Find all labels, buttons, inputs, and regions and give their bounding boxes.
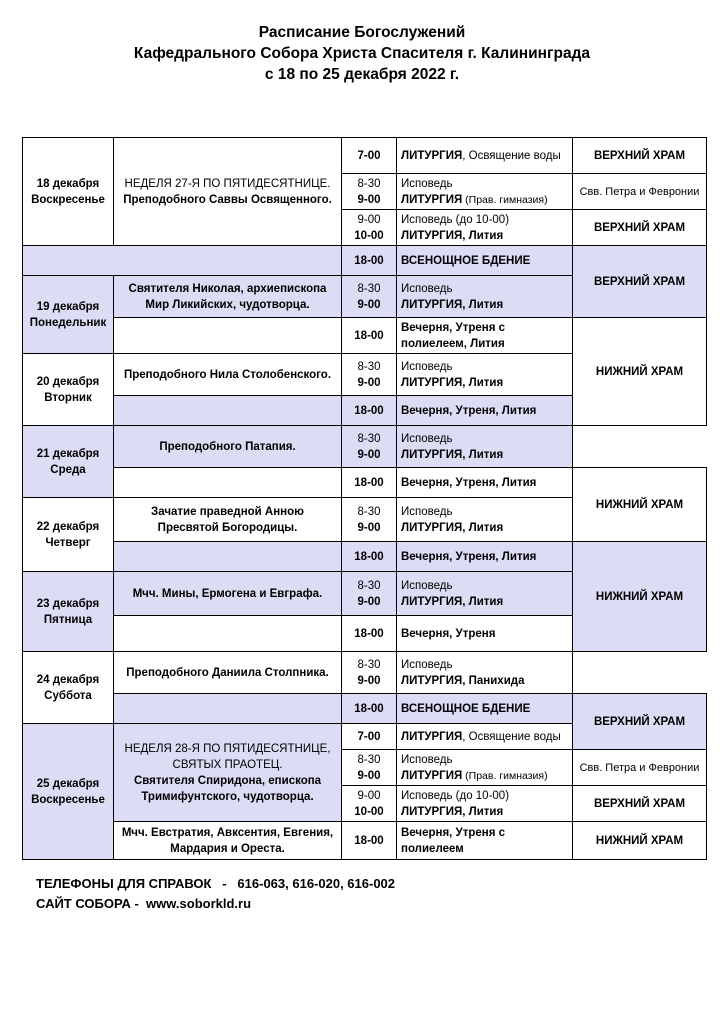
feast-cell: Мчч. Мины, Ермогена и Евграфа. (114, 572, 342, 616)
header-dates: с 18 по 25 декабря 2022 г. (264, 66, 460, 83)
day-cell: 20 декабря Вторник (23, 354, 114, 426)
service-cell: Вечерня, Утреня с полиелеем (397, 822, 573, 860)
time-cell: 18-00 (342, 396, 397, 426)
day-cell: 22 декабря Четверг (23, 498, 114, 572)
table-row (23, 822, 707, 860)
service-cell: Вечерня, Утреня, Лития (397, 468, 573, 498)
service-cell: Исповедь ЛИТУРГИЯ, Лития (397, 276, 573, 318)
time-cell: 8-30 9-00 (342, 750, 397, 786)
time-cell: 8-30 9-00 (342, 276, 397, 318)
schedule-table (22, 137, 707, 860)
service-cell: Вечерня, Утреня, Лития (397, 396, 573, 426)
day-cell: 24 декабря Суббота (23, 652, 114, 724)
footer-site: САЙТ СОБОРА - www.soborkld.ru (36, 896, 252, 911)
table-row (23, 426, 707, 468)
time-cell: 18-00 (342, 694, 397, 724)
table-row (23, 468, 707, 498)
feast-cell: Преподобного Нила Столобенского. (114, 354, 342, 396)
table-row (23, 246, 707, 276)
service-cell: Исповедь (до 10-00) ЛИТУРГИЯ, Лития (397, 210, 573, 246)
place-cell: ВЕРХНИЙ ХРАМ (573, 138, 707, 174)
service-cell: Вечерня, Утреня с полиелеем, Лития (397, 318, 573, 354)
day-cell: 19 декабря Понедельник (23, 276, 114, 354)
feast-cell: Мчч. Евстратия, Авксентия, Евгения, Мардария и Ореста. (114, 822, 342, 860)
place-cell: ВЕРХНИЙ ХРАМ (573, 694, 707, 750)
time-cell: 7-00 (342, 138, 397, 174)
place-cell: НИЖНИЙ ХРАМ (573, 468, 707, 542)
service-cell: Исповедь ЛИТУРГИЯ, Лития (397, 354, 573, 396)
place-cell: Свв. Петра и Февронии (573, 174, 707, 210)
time-cell: 18-00 (342, 616, 397, 652)
time-cell: 8-30 9-00 (342, 426, 397, 468)
service-cell: Исповедь ЛИТУРГИЯ, Панихида (397, 652, 573, 694)
time-cell: 8-30 9-00 (342, 354, 397, 396)
service-cell: ЛИТУРГИЯ, Освящение воды (397, 138, 573, 174)
feast-cell: Преподобного Патапия. (114, 426, 342, 468)
feast-cell: НЕДЕЛЯ 27-Я ПО ПЯТИДЕСЯТНИЦЕ. Преподобного Саввы Освященного. (114, 138, 342, 246)
time-cell: 18-00 (342, 822, 397, 860)
day-cell: 23 декабря Пятница (23, 572, 114, 652)
service-cell: Исповедь ЛИТУРГИЯ (Прав. гимназия) (397, 174, 573, 210)
service-cell: Исповедь ЛИТУРГИЯ (Прав. гимназия) (397, 750, 573, 786)
blank-cell (114, 468, 342, 498)
blank-cell (114, 318, 342, 354)
place-cell: НИЖНИЙ ХРАМ (573, 318, 707, 426)
table-row (23, 318, 707, 354)
table-row (23, 138, 707, 174)
time-cell: 18-00 (342, 468, 397, 498)
service-cell: Вечерня, Утреня, Лития (397, 542, 573, 572)
place-cell: ВЕРХНИЙ ХРАМ (573, 786, 707, 822)
feast-cell: Зачатие праведной Анною Пресвятой Богородицы. (114, 498, 342, 542)
service-cell: Исповедь ЛИТУРГИЯ, Лития (397, 426, 573, 468)
header-cathedral: Кафедрального Собора Христа Спасителя г. Калининграда (133, 45, 591, 62)
day-cell: 18 декабря Воскресенье (23, 138, 114, 246)
footer-phones: ТЕЛЕФОНЫ ДЛЯ СПРАВОК - 616-063, 616-020, 616-002 (36, 876, 396, 891)
time-cell: 18-00 (342, 318, 397, 354)
time-cell: 8-30 9-00 (342, 652, 397, 694)
blank-cell (114, 542, 342, 572)
time-cell: 9-00 10-00 (342, 210, 397, 246)
service-cell: ВСЕНОЩНОЕ БДЕНИЕ (397, 694, 573, 724)
feast-cell: НЕДЕЛЯ 28-Я ПО ПЯТИДЕСЯТНИЦЕ, СВЯТЫХ ПРАОТЕЦ. Святителя Спиридона, епископа Тримифунтского, чудотворца. (114, 724, 342, 822)
time-cell: 18-00 (342, 246, 397, 276)
service-cell: Вечерня, Утреня (397, 616, 573, 652)
blank-cell (114, 396, 342, 426)
time-cell: 7-00 (342, 724, 397, 750)
time-cell: 8-30 9-00 (342, 572, 397, 616)
blank-cell (23, 246, 342, 276)
place-cell: ВЕРХНИЙ ХРАМ (573, 246, 707, 318)
table-row (23, 652, 707, 694)
service-cell: Исповедь (до 10-00) ЛИТУРГИЯ, Лития (397, 786, 573, 822)
place-cell: ВЕРХНИЙ ХРАМ (573, 210, 707, 246)
page-header (0, 22, 724, 85)
service-cell: ВСЕНОЩНОЕ БДЕНИЕ (397, 246, 573, 276)
blank-cell (114, 694, 342, 724)
day-cell: 25 декабря Воскресенье (23, 724, 114, 860)
feast-cell: Преподобного Даниила Столпника. (114, 652, 342, 694)
service-cell: Исповедь ЛИТУРГИЯ, Лития (397, 498, 573, 542)
place-cell: НИЖНИЙ ХРАМ (573, 542, 707, 652)
service-cell: Исповедь ЛИТУРГИЯ, Лития (397, 572, 573, 616)
time-cell: 8-30 9-00 (342, 498, 397, 542)
service-cell: ЛИТУРГИЯ, Освящение воды (397, 724, 573, 750)
table-row (23, 694, 707, 724)
feast-cell: Святителя Николая, архиепископа Мир Ликийских, чудотворца. (114, 276, 342, 318)
time-cell: 8-30 9-00 (342, 174, 397, 210)
blank-cell (114, 616, 342, 652)
time-cell: 18-00 (342, 542, 397, 572)
time-cell: 9-00 10-00 (342, 786, 397, 822)
table-row (23, 542, 707, 572)
header-title: Расписание Богослужений (258, 24, 466, 41)
place-cell: Свв. Петра и Февронии (573, 750, 707, 786)
place-cell: НИЖНИЙ ХРАМ (573, 822, 707, 860)
day-cell: 21 декабря Среда (23, 426, 114, 498)
footer (36, 874, 395, 914)
